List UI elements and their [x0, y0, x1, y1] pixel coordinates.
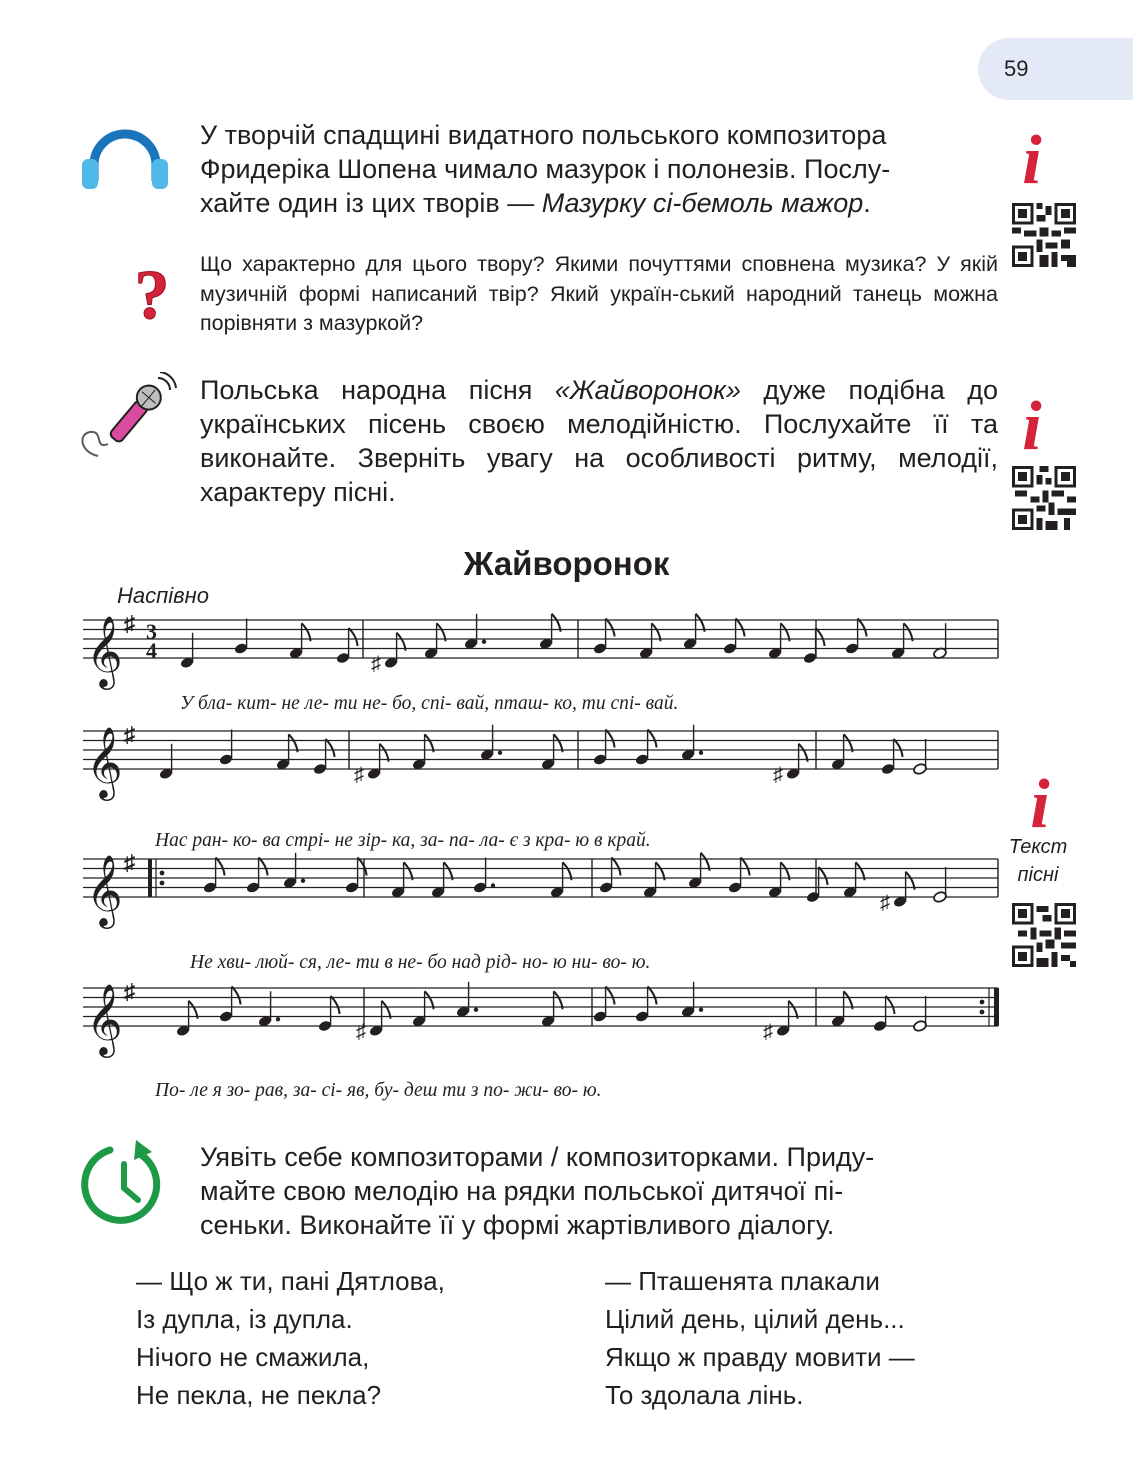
- sharp-sign: ♯: [763, 1020, 773, 1043]
- listen-line-3: хайте один із цих творів —: [200, 188, 542, 218]
- note-dot: [482, 640, 486, 644]
- question-text: Що характерно для цього твору? Якими почуттями сповнена музика? У якій музичній формі написаний твір? Який україн-ський народний танець можна порівняти з мазуркой?: [200, 252, 998, 335]
- lyrics-line-2: Нас ран- ко- ва стрі- не зір- ка, за- па- ла- є з кра- ю в край.: [155, 830, 651, 851]
- note-flag: [606, 619, 615, 637]
- note-dot: [699, 1008, 703, 1012]
- lyrics-line-4: По- ле я зо- рав, за- сі- яв, бу- деш ти з по- жи- во- ю.: [155, 1080, 602, 1101]
- svg-text:♯: ♯: [124, 850, 135, 875]
- listen-period: .: [863, 188, 871, 218]
- poem-line: Якщо ж правду мовити —: [605, 1342, 915, 1372]
- qr-code-icon[interactable]: [1012, 903, 1076, 967]
- note-dot: [491, 883, 495, 887]
- create-line-3: сеньки. Виконайте її у формі жартівливого діалогу.: [200, 1210, 835, 1240]
- poem-line: Не пекла, не пекла?: [136, 1380, 382, 1410]
- note-flag: [331, 996, 340, 1014]
- listen-paragraph: [200, 118, 998, 220]
- sharp-sign: ♯: [773, 763, 783, 786]
- create-line-1: Уявіть себе композиторами / композиторками. Приду-: [200, 1142, 875, 1172]
- note-flag: [612, 858, 621, 876]
- poem-line: — Пташенята плакали: [605, 1266, 880, 1296]
- sharp-sign: ♯: [356, 1020, 366, 1043]
- qr-code-icon[interactable]: [1012, 466, 1076, 530]
- note-flag: [358, 858, 367, 876]
- note-flag: [232, 987, 241, 1005]
- note-flag: [648, 730, 657, 748]
- poem-line: — Що ж ти, пані Дятлова,: [136, 1266, 445, 1296]
- page-number: 59: [1004, 56, 1029, 81]
- treble-clef: 𝄞: [86, 986, 123, 1054]
- note-flag: [606, 987, 615, 1005]
- headphones-icon: [80, 125, 170, 193]
- sing-song-name: «Жайворонок»: [554, 375, 741, 405]
- clock-icon: [80, 1138, 168, 1228]
- note-dot: [301, 879, 305, 883]
- info-icon: i: [1022, 122, 1042, 199]
- listen-line-1: У творчій спадщині видатного польського композитора: [200, 120, 887, 150]
- lyrics-line-3: Не хви- люй- ся, ле- ти в не- бо над рід- но- ю ни- во- ю.: [190, 952, 651, 973]
- time-signature: [146, 619, 157, 663]
- song-text-label-2: пісні: [1017, 864, 1059, 886]
- page-number-tab: [978, 38, 1133, 100]
- treble-clef: 𝄞: [86, 857, 123, 925]
- treble-clef: 𝄞: [86, 618, 123, 686]
- sing-prefix: Польська народна пісня: [200, 375, 555, 405]
- note-dot: [474, 1008, 478, 1012]
- poem-left-column: [136, 1262, 445, 1414]
- note-flag: [819, 867, 828, 885]
- treble-clef: 𝄞: [86, 729, 123, 797]
- sharp-sign: ♯: [371, 652, 381, 675]
- note-flag: [894, 739, 903, 757]
- note-flag: [349, 628, 358, 646]
- note-dot: [699, 751, 703, 755]
- song-title: Жайворонок: [463, 545, 670, 582]
- poem-line: Нічого не смажила,: [136, 1342, 370, 1372]
- note-dot: [498, 751, 502, 755]
- svg-text:?: ?: [134, 262, 170, 326]
- listen-line-2: Фридеріка Шопена чимало мазурок і полонезів. Послу-: [200, 154, 891, 184]
- info-icon: i: [1022, 388, 1042, 465]
- note-dot: [276, 1017, 280, 1021]
- sharp-sign: ♯: [354, 763, 364, 786]
- create-line-2: майте свою мелодію на рядки польської дитячої пі-: [200, 1176, 844, 1206]
- sing-text: дуже подібна до українських пісень своєю мелодійністю. Послухайте її та виконайте. Зверніть увагу на особливості ритму, мелодії, характеру пісні.: [200, 375, 998, 507]
- note-flag: [741, 858, 750, 876]
- sharp-sign: ♯: [880, 891, 890, 914]
- note-flag: [858, 619, 867, 637]
- note-flag: [736, 619, 745, 637]
- svg-text:♯: ♯: [124, 979, 135, 1004]
- listen-work-title: Мазурку сі-бемоль мажор: [541, 188, 864, 218]
- svg-text:♯: ♯: [124, 611, 135, 636]
- qr-code-icon[interactable]: [1012, 203, 1076, 267]
- song-text-label-1: Текст: [1008, 836, 1068, 858]
- note-flag: [259, 858, 268, 876]
- time-signature-top: 3: [146, 619, 157, 644]
- note-flag: [886, 996, 895, 1014]
- note-flag: [216, 858, 225, 876]
- note-flag: [816, 628, 825, 646]
- poem-line: То здолала лінь.: [605, 1380, 804, 1410]
- time-signature-bottom: 4: [146, 638, 157, 663]
- lyrics-line-1: У бла- кит- не ле- ти не- бо, спі- вай, пташ- ко, ти спі- вай.: [180, 693, 679, 714]
- note-flag: [648, 987, 657, 1005]
- question-paragraph: [200, 250, 998, 339]
- poem-right-column: [605, 1262, 915, 1414]
- poem-line: Із дупла, із дупла.: [136, 1304, 353, 1334]
- question-mark-icon: [130, 262, 174, 326]
- music-score: [0, 600, 1133, 1130]
- svg-text:♯: ♯: [124, 722, 135, 747]
- microphone-icon: [78, 372, 178, 458]
- note-flag: [326, 739, 335, 757]
- song-text-label: [1000, 833, 1076, 889]
- sing-paragraph: [200, 373, 998, 509]
- create-paragraph: [200, 1140, 998, 1242]
- info-icon: i: [1030, 766, 1050, 843]
- poem-line: Цілий день, цілий день...: [605, 1304, 905, 1334]
- note-flag: [606, 730, 615, 748]
- tempo-marking: Наспівно: [117, 583, 209, 608]
